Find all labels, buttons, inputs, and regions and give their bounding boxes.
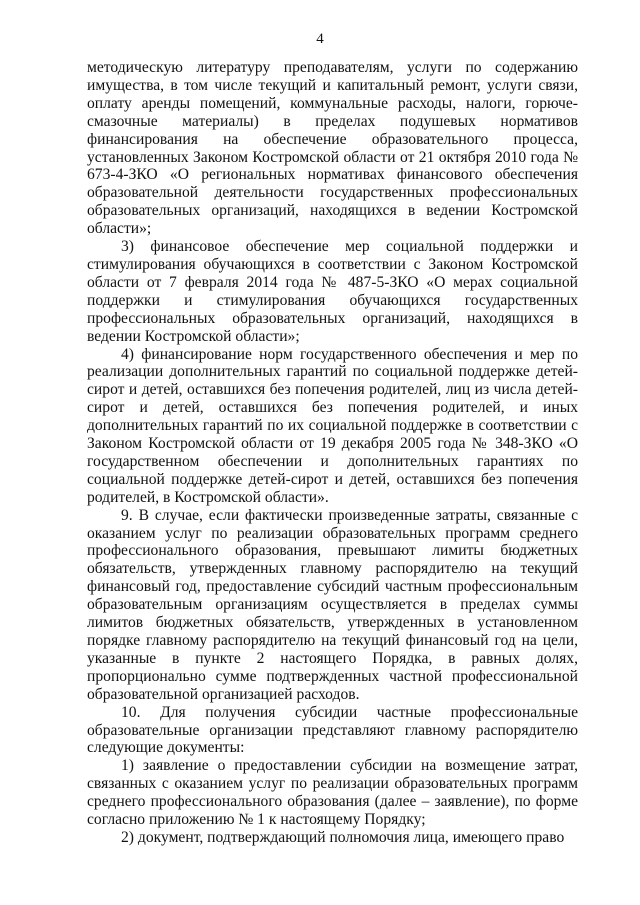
paragraph-item-3: 3) финансовое обеспечение мер социальной поддержки и стимулирования обучающихся в соответствии с Законом Костромской области от 7 февраля 2014 года № 487-5-ЗКО «О мерах социальной поддержки и стимулирования обучающихся государственных профессиональных образовательных организаций, находящихся в ведении Костромской области»;	[87, 238, 578, 345]
paragraph-subitem-1: 1) заявление о предоставлении субсидии на возмещение затрат, связанных с оказанием услуг по реализации образовательных программ среднего профессионального образования (далее – заявление), по форме согласно приложению № 1 к настоящему Порядку;	[87, 757, 578, 829]
paragraph-item-4: 4) финансирование норм государственного обеспечения и мер по реализации дополнительных гарантий по социальной поддержке детей-сирот и детей, оставшихся без попечения родителей, лиц из числа детей-сирот и детей, оставшихся без попечения родителей, и иных дополнительных гарантий по их социальной поддержке в соответствии с Законом Костромской области от 19 декабря 2005 года № 348-ЗКО «О государственном обеспечении и дополнительных гарантиях по социальной поддержке детей-сирот и детей, оставшихся без попечения родителей, в Костромской области».	[87, 345, 578, 506]
paragraph-continuation: методическую литературу преподавателям, услуги по содержанию имущества, в том числе текущий и капитальный ремонт, услуги связи, оплату аренды помещений, коммунальные расходы, налоги, горюче-смазочные материалы) в пределах подушевых нормативов финансирования на обеспечение образовательного процесса, установленных Законом Костромской области от 21 октября 2010 года № 673-4-ЗКО «О региональных нормативах финансового обеспечения образовательной деятельности государственных профессиональных образовательных организаций, находящихся в ведении Костромской области»;	[87, 59, 578, 238]
page-number: 4	[316, 31, 324, 47]
paragraph-clause-9: 9. В случае, если фактически произведенные затраты, связанные с оказанием услуг по реализации образовательных программ среднего профессионального образования, превышают лимиты бюджетных обязательств, утвержденных главному распорядителю на текущий финансовый год, предоставление субсидий частным профессиональным образовательным организациям осуществляется в пределах суммы лимитов бюджетных обязательств, утвержденных в установленном порядке главному распорядителю на текущий финансовый год на цели, указанные в пункте 2 настоящего Порядка, в равных долях, пропорционально сумме подтвержденных частной профессиональной образовательной организацией расходов.	[87, 506, 578, 703]
document-body	[87, 59, 578, 847]
paragraph-subitem-2: 2) документ, подтверждающий полномочия лица, имеющего право	[121, 828, 565, 846]
paragraph-clause-10: 10. Для получения субсидии частные профессиональные образовательные организации представляют главному распорядителю следующие документы:	[87, 703, 578, 757]
